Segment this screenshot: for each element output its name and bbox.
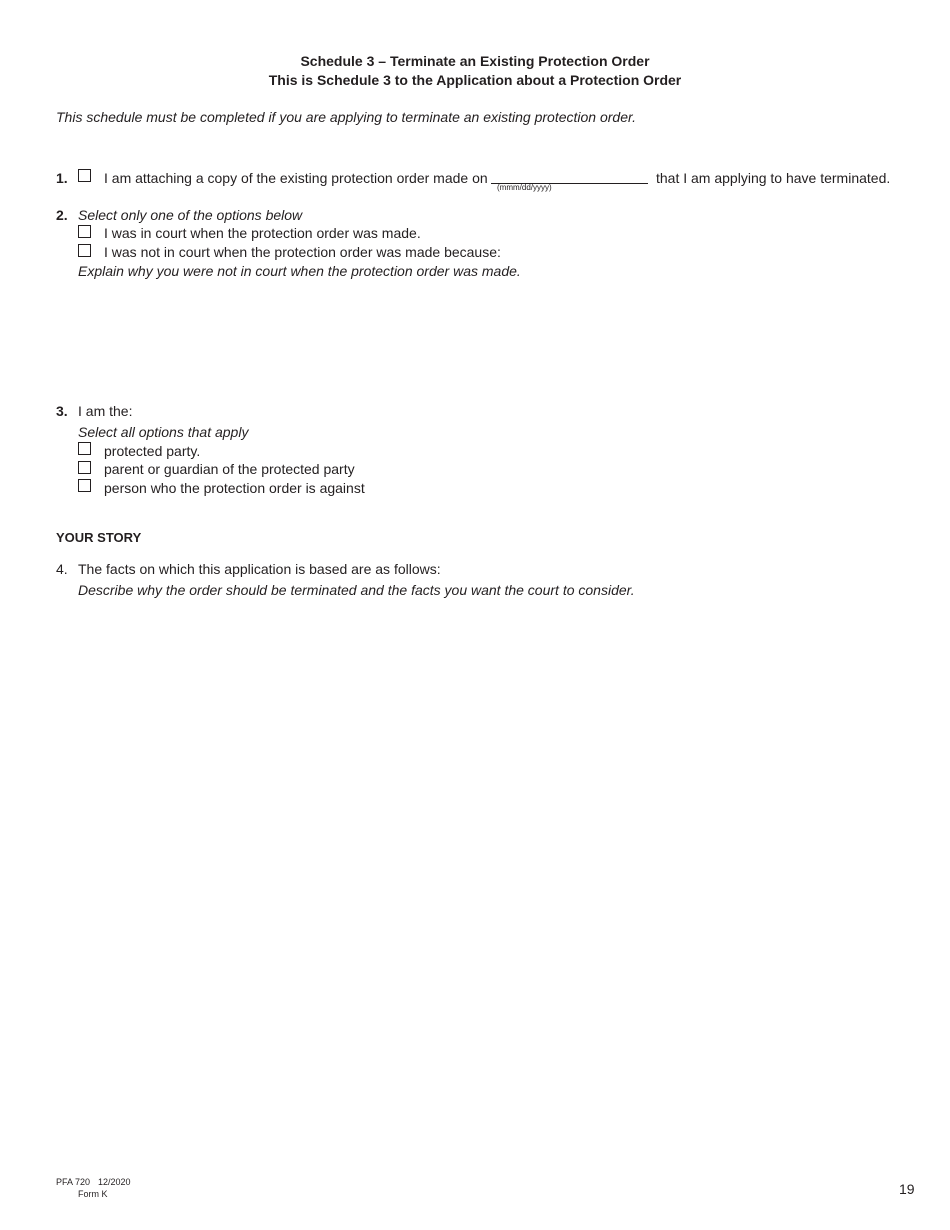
schedule-title: Schedule 3 – Terminate an Existing Protection Order xyxy=(300,53,650,69)
q4-text: The facts on which this application is based are as follows: xyxy=(78,561,441,577)
q3-option-0-label: protected party. xyxy=(104,443,201,459)
q2-explain-instruction: Explain why you were not in court when the protection order was made. xyxy=(78,263,521,279)
footer-date: 12/2020 xyxy=(98,1177,131,1187)
q3-number: 3. xyxy=(56,403,68,419)
q3-instruction: Select all options that apply xyxy=(78,424,249,440)
q2-instruction: Select only one of the options below xyxy=(78,207,303,223)
footer-form-code: PFA 720 xyxy=(56,1177,91,1187)
q2-number: 2. xyxy=(56,207,68,223)
q2-explain-answer-area[interactable] xyxy=(78,282,888,392)
page-number: 19 xyxy=(899,1181,915,1197)
schedule-subtitle: This is Schedule 3 to the Application about a Protection Order xyxy=(268,72,682,88)
q3-option-2-checkbox[interactable] xyxy=(78,479,91,492)
q4-story-answer-area[interactable] xyxy=(78,603,888,1153)
q3-option-0-checkbox[interactable] xyxy=(78,442,91,455)
q1-date-hint: (mmm/dd/yyyy) xyxy=(497,183,552,192)
your-story-heading: YOUR STORY xyxy=(56,530,142,545)
q2-option-0-label: I was in court when the protection order was made. xyxy=(104,225,421,241)
footer-form-label: Form K xyxy=(78,1189,108,1199)
q3-option-1-checkbox[interactable] xyxy=(78,461,91,474)
q1-date-field[interactable] xyxy=(491,167,648,184)
q2-option-1-label: I was not in court when the protection order was made because: xyxy=(104,244,501,260)
q1-checkbox[interactable] xyxy=(78,169,91,182)
q1-text-before: I am attaching a copy of the existing protection order made on xyxy=(104,170,488,186)
q2-option-1-checkbox[interactable] xyxy=(78,244,91,257)
q1-text-after: that I am applying to have terminated. xyxy=(656,170,891,186)
intro-text: This schedule must be completed if you are applying to terminate an existing protection order. xyxy=(56,109,637,125)
q3-option-2-label: person who the protection order is against xyxy=(104,480,365,496)
q1-number: 1. xyxy=(56,170,68,186)
q2-option-0-checkbox[interactable] xyxy=(78,225,91,238)
q3-label: I am the: xyxy=(78,403,133,419)
q3-option-1-label: parent or guardian of the protected party xyxy=(104,461,355,477)
q4-number: 4. xyxy=(56,561,68,577)
q4-instruction: Describe why the order should be terminated and the facts you want the court to consider. xyxy=(78,582,635,598)
